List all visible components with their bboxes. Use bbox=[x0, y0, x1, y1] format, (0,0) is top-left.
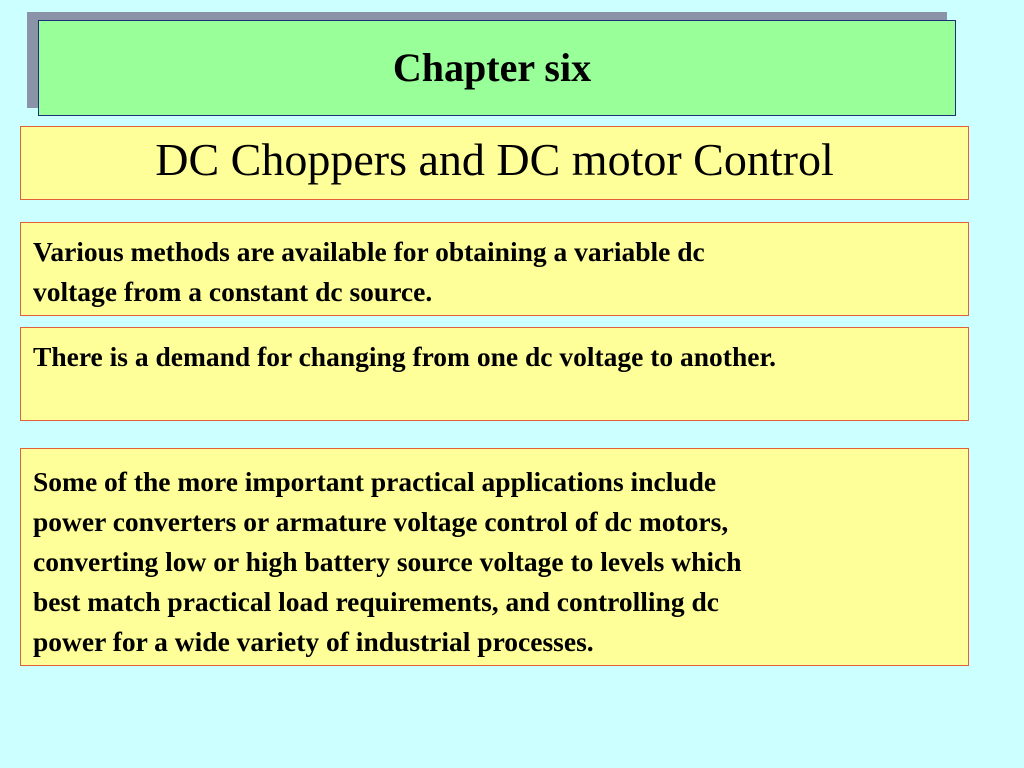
paragraph-line: power for a wide variety of industrial processes. bbox=[33, 626, 594, 657]
paragraph-line: converting low or high battery source voltage to levels which bbox=[33, 546, 742, 577]
paragraph-box-2 bbox=[20, 327, 969, 421]
subtitle-box bbox=[20, 126, 969, 200]
paragraph-line: power converters or armature voltage control of dc motors, bbox=[33, 506, 729, 537]
paragraph-box-1 bbox=[20, 222, 969, 316]
slide-title: Chapter six bbox=[392, 45, 592, 90]
paragraph-line: voltage from a constant dc source. bbox=[33, 276, 433, 307]
title-box bbox=[38, 20, 956, 116]
paragraph-line: There is a demand for changing from one dc voltage to another. bbox=[33, 341, 777, 372]
slide-subtitle: DC Choppers and DC motor Control bbox=[155, 134, 834, 185]
paragraph-line: Some of the more important practical applications include bbox=[33, 466, 717, 497]
paragraph-line: best match practical load requirements, and controlling dc bbox=[33, 586, 719, 617]
paragraph-line: Various methods are available for obtaining a variable dc bbox=[33, 236, 705, 267]
paragraph-box-3 bbox=[20, 448, 969, 666]
